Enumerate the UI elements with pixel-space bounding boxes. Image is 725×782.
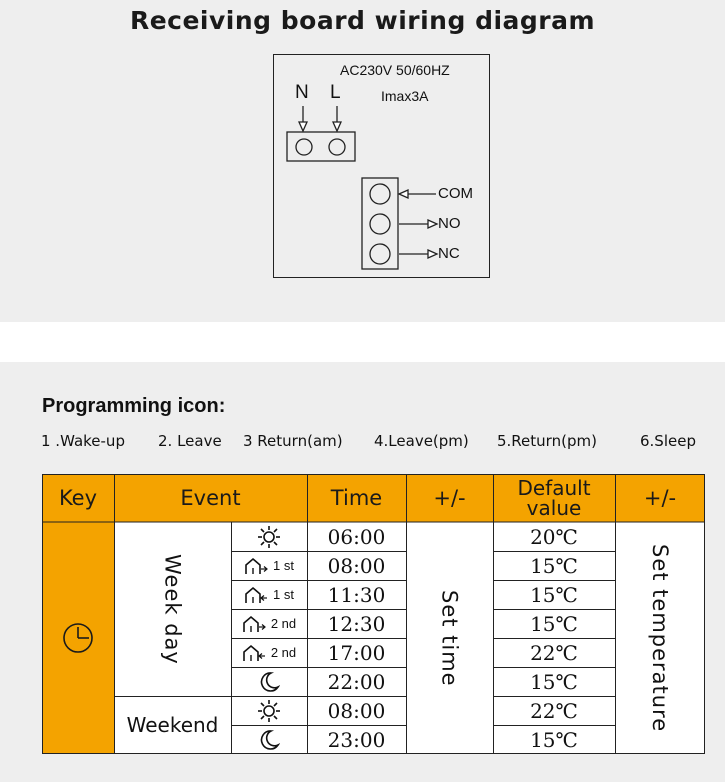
leave-house-icon	[242, 615, 268, 633]
event-icon-cell	[231, 522, 307, 551]
header-default-value	[493, 474, 615, 522]
wiring-lines	[0, 0, 725, 322]
terminal-n-label: N	[295, 82, 309, 103]
sun-icon	[257, 525, 281, 549]
moon-icon	[258, 671, 280, 693]
event-time: 08:00	[307, 696, 406, 725]
weekday-cell	[114, 522, 231, 696]
event-icon-cell	[231, 696, 307, 725]
clock-icon	[61, 621, 95, 655]
current-spec: Imax3A	[381, 88, 429, 104]
header-default-line2: value	[526, 496, 582, 520]
key-cell	[42, 522, 114, 754]
event-icon-cell	[231, 638, 307, 667]
set-time-cell	[406, 522, 493, 754]
header-default-line1: Default	[517, 476, 591, 500]
relay-no-label: NO	[438, 215, 461, 232]
header-time: Time	[307, 474, 406, 522]
relay-nc-label: NC	[438, 245, 460, 262]
default-temperature: 20℃	[493, 522, 615, 551]
relay-terminal-block	[362, 178, 398, 269]
event-order-label: 1 st	[273, 587, 294, 602]
default-temperature: 15℃	[493, 580, 615, 609]
header-event: Event	[114, 474, 307, 522]
event-time: 08:00	[307, 551, 406, 580]
sun-icon	[257, 699, 281, 723]
terminal-n-arrow	[299, 106, 307, 131]
set-time-label: Set time	[437, 589, 462, 687]
event-time: 06:00	[307, 522, 406, 551]
return-house-icon	[242, 644, 268, 662]
legend-leave: 2. Leave	[158, 432, 222, 450]
relay-com-arrow	[399, 190, 436, 198]
terminal-l-label: L	[330, 82, 341, 103]
default-temperature: 22℃	[493, 638, 615, 667]
event-time: 22:00	[307, 667, 406, 696]
event-icon-cell	[231, 551, 307, 580]
set-temperature-cell	[615, 522, 705, 754]
relay-com-label: COM	[438, 185, 473, 202]
legend-wake-up: 1 .Wake-up	[41, 432, 125, 450]
set-temperature-label: Set temperature	[648, 543, 672, 733]
power-spec: AC230V 50/60HZ	[340, 62, 450, 78]
programming-title: Programming icon:	[42, 395, 226, 417]
header-adjust-time: +/-	[406, 474, 493, 522]
default-temperature: 15℃	[493, 725, 615, 754]
weekend-label: Weekend	[114, 696, 231, 754]
leave-house-icon	[244, 557, 270, 575]
event-icon-cell	[231, 725, 307, 754]
event-time: 23:00	[307, 725, 406, 754]
event-time: 17:00	[307, 638, 406, 667]
legend-return-am: 3 Return(am)	[243, 432, 343, 450]
terminal-n-screw	[296, 139, 312, 155]
event-icon-cell	[231, 609, 307, 638]
relay-no-screw	[370, 214, 390, 234]
default-temperature: 15℃	[493, 551, 615, 580]
relay-nc-screw	[370, 244, 390, 264]
default-temperature: 15℃	[493, 667, 615, 696]
event-order-label: 2 nd	[270, 616, 297, 631]
header-key: Key	[42, 474, 114, 522]
default-temperature: 15℃	[493, 609, 615, 638]
relay-no-arrow	[399, 220, 437, 228]
legend-leave-pm: 4.Leave(pm)	[374, 432, 469, 450]
return-house-icon	[244, 586, 270, 604]
terminal-l-screw	[329, 139, 345, 155]
wiring-diagram-title: Receiving board wiring diagram	[129, 6, 596, 35]
event-time: 12:30	[307, 609, 406, 638]
moon-icon	[258, 729, 280, 751]
legend-sleep: 6.Sleep	[640, 432, 696, 450]
event-time: 11:30	[307, 580, 406, 609]
relay-nc-arrow	[399, 250, 437, 258]
event-icon-cell	[231, 667, 307, 696]
event-order-label: 2 nd	[270, 645, 297, 660]
terminal-l-arrow	[333, 106, 341, 131]
program-schedule-table	[42, 474, 705, 754]
default-temperature: 22℃	[493, 696, 615, 725]
relay-com-screw	[370, 184, 390, 204]
header-adjust-temp: +/-	[615, 474, 705, 522]
event-order-label: 1 st	[273, 558, 294, 573]
legend-return-pm: 5.Return(pm)	[497, 432, 597, 450]
event-icon-cell	[231, 580, 307, 609]
weekday-label: Week day	[160, 553, 185, 665]
